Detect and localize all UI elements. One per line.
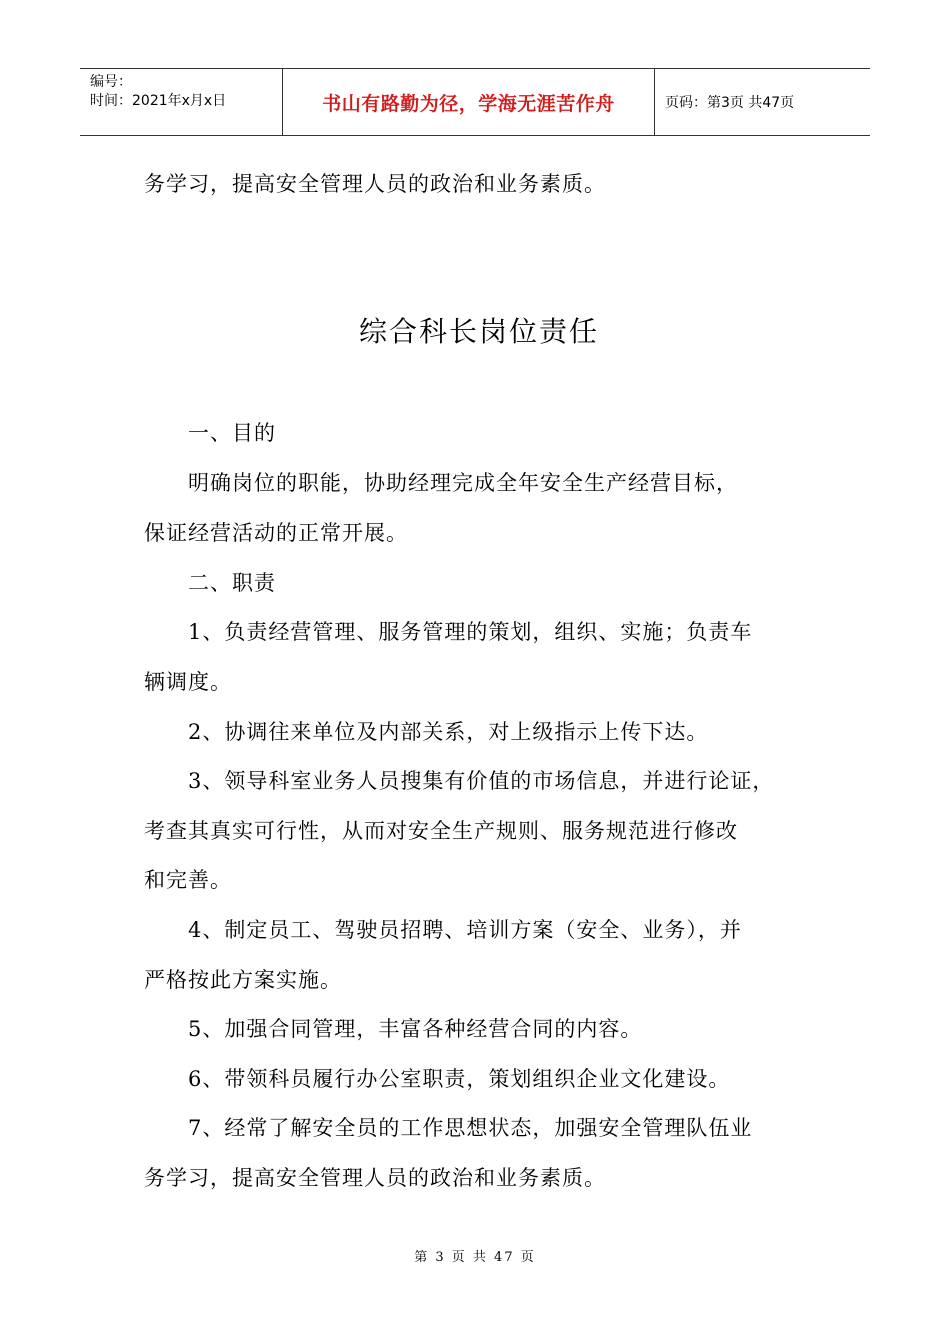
duty-item-2: 2、协调往来单位及内部关系，对上级指示上传下达。 bbox=[188, 720, 709, 744]
duty-item-3-continued: 和完善。 bbox=[144, 868, 232, 892]
page-footer: 第 3 页 共 47 页 bbox=[414, 1250, 536, 1265]
duty-item-1-continued: 辆调度。 bbox=[144, 670, 232, 694]
header-meta bbox=[80, 69, 282, 135]
duty-item-7: 7、经常了解安全员的工作思想状态，加强安全管理队伍业 bbox=[188, 1116, 753, 1140]
duty-item-6: 6、带领科员履行办公室职责，策划组织企业文化建设。 bbox=[188, 1067, 731, 1091]
header-page-code: 页码：第3页 共47页 bbox=[665, 95, 795, 111]
duty-item-4-continued: 严格按此方案实施。 bbox=[144, 968, 342, 992]
duty-item-7-continued: 务学习，提高安全管理人员的政治和业务素质。 bbox=[144, 1166, 606, 1190]
carryover-paragraph-line: 务学习，提高安全管理人员的政治和业务素质。 bbox=[144, 172, 606, 196]
page-header bbox=[80, 68, 870, 136]
heading-purpose: 一、目的 bbox=[188, 421, 276, 445]
header-motto: 书山有路勤为径，学海无涯苦作舟 bbox=[282, 69, 655, 135]
paragraph-line: 保证经营活动的正常开展。 bbox=[144, 521, 408, 545]
serial-number-label: 编号： bbox=[90, 74, 132, 90]
duty-item-3-continued: 考查其真实可行性，从而对安全生产规则、服务规范进行修改 bbox=[144, 819, 738, 843]
duty-item-3: 3、领导科室业务人员搜集有价值的市场信息，并进行论证， bbox=[188, 769, 775, 793]
duty-item-1: 1、负责经营管理、服务管理的策划，组织、实施；负责车 bbox=[188, 620, 753, 644]
duty-item-5: 5、加强合同管理，丰富各种经营合同的内容。 bbox=[188, 1017, 643, 1041]
paragraph-line: 明确岗位的职能，协助经理完成全年安全生产经营目标， bbox=[188, 471, 738, 495]
section-title: 综合科长岗位责任 bbox=[358, 315, 599, 348]
heading-duties: 二、职责 bbox=[188, 571, 276, 595]
duty-item-4: 4、制定员工、驾驶员招聘、培训方案（安全、业务），并 bbox=[188, 918, 742, 942]
date-label: 时间：2021年x月x日 bbox=[90, 93, 227, 109]
